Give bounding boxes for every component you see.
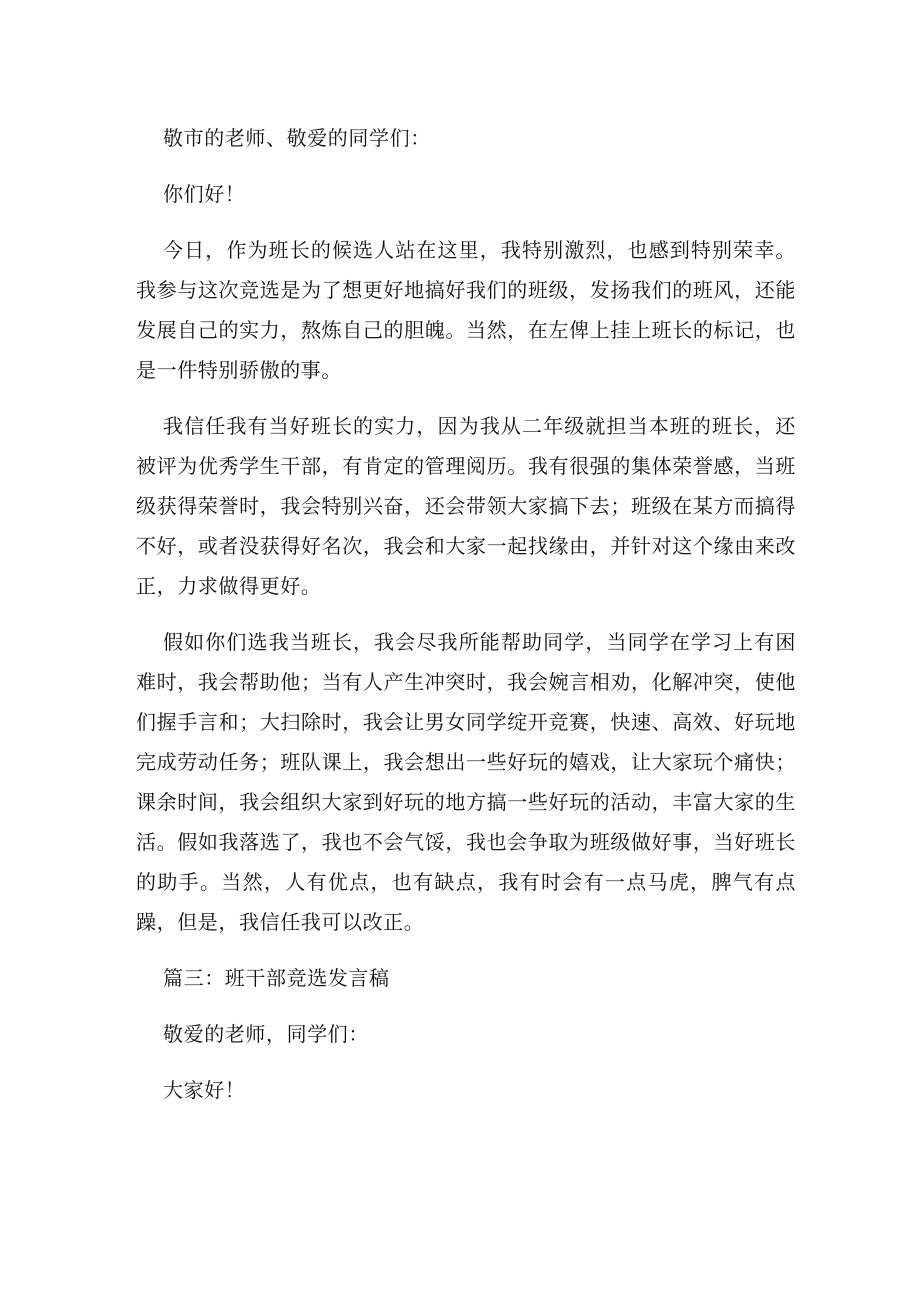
greeting-line: 敬爱的老师，同学们： — [163, 1022, 369, 1046]
salutation-line: 大家好！ — [163, 1078, 246, 1102]
body-paragraph: 今日，作为班长的候选人站在这里，我特别激烈，也感到特别荣幸。我参与这次竞选是为了想更好地搞好我们的班级，发扬我们的班风，还能发展自己的实力，熬炼自己的胆魄。当然，在左俾上挂上班长的标记，也是一件特别骄傲的事。 — [136, 238, 796, 382]
body-paragraph: 我信任我有当好班长的实力，因为我从二年级就担当本班的班长，还被评为优秀学生干部，有肯定的管理阅历。我有很强的集体荣誉感，当班级获得荣誉时，我会特别兴奋，还会带领大家搞下去；班级在某方而搞得不好，或者没获得好名次，我会和大家一起找缘由，并针对这个缘由来改正，力求做得更好。 — [136, 414, 796, 598]
document-body — [136, 118, 796, 1126]
greeting-line: 敬市的老师、敬爱的同学们： — [163, 126, 431, 150]
body-paragraph: 假如你们选我当班长，我会尽我所能帮助同学，当同学在学习上有困难时，我会帮助他；当有人产生冲突时，我会婉言相劝，化解冲突，使他们握手言和；大扫除时，我会让男女同学绽开竞赛，快速、高效、好玩地完成劳动任务；班队课上，我会想出一些好玩的嬉戏，让大家玩个痛快；课余时间，我会组织大家到好玩的地方搞一些好玩的活动，丰富大家的生活。假如我落选了，我也不会气馁，我也会争取为班级做好事，当好班长的助手。当然，人有优点，也有缺点，我有时会有一点马虎，脾气有点躁，但是，我信任我可以改正。 — [136, 630, 796, 934]
section-heading: 篇三：班干部竞选发言稿 — [163, 966, 390, 990]
salutation-line: 你们好！ — [163, 182, 246, 206]
